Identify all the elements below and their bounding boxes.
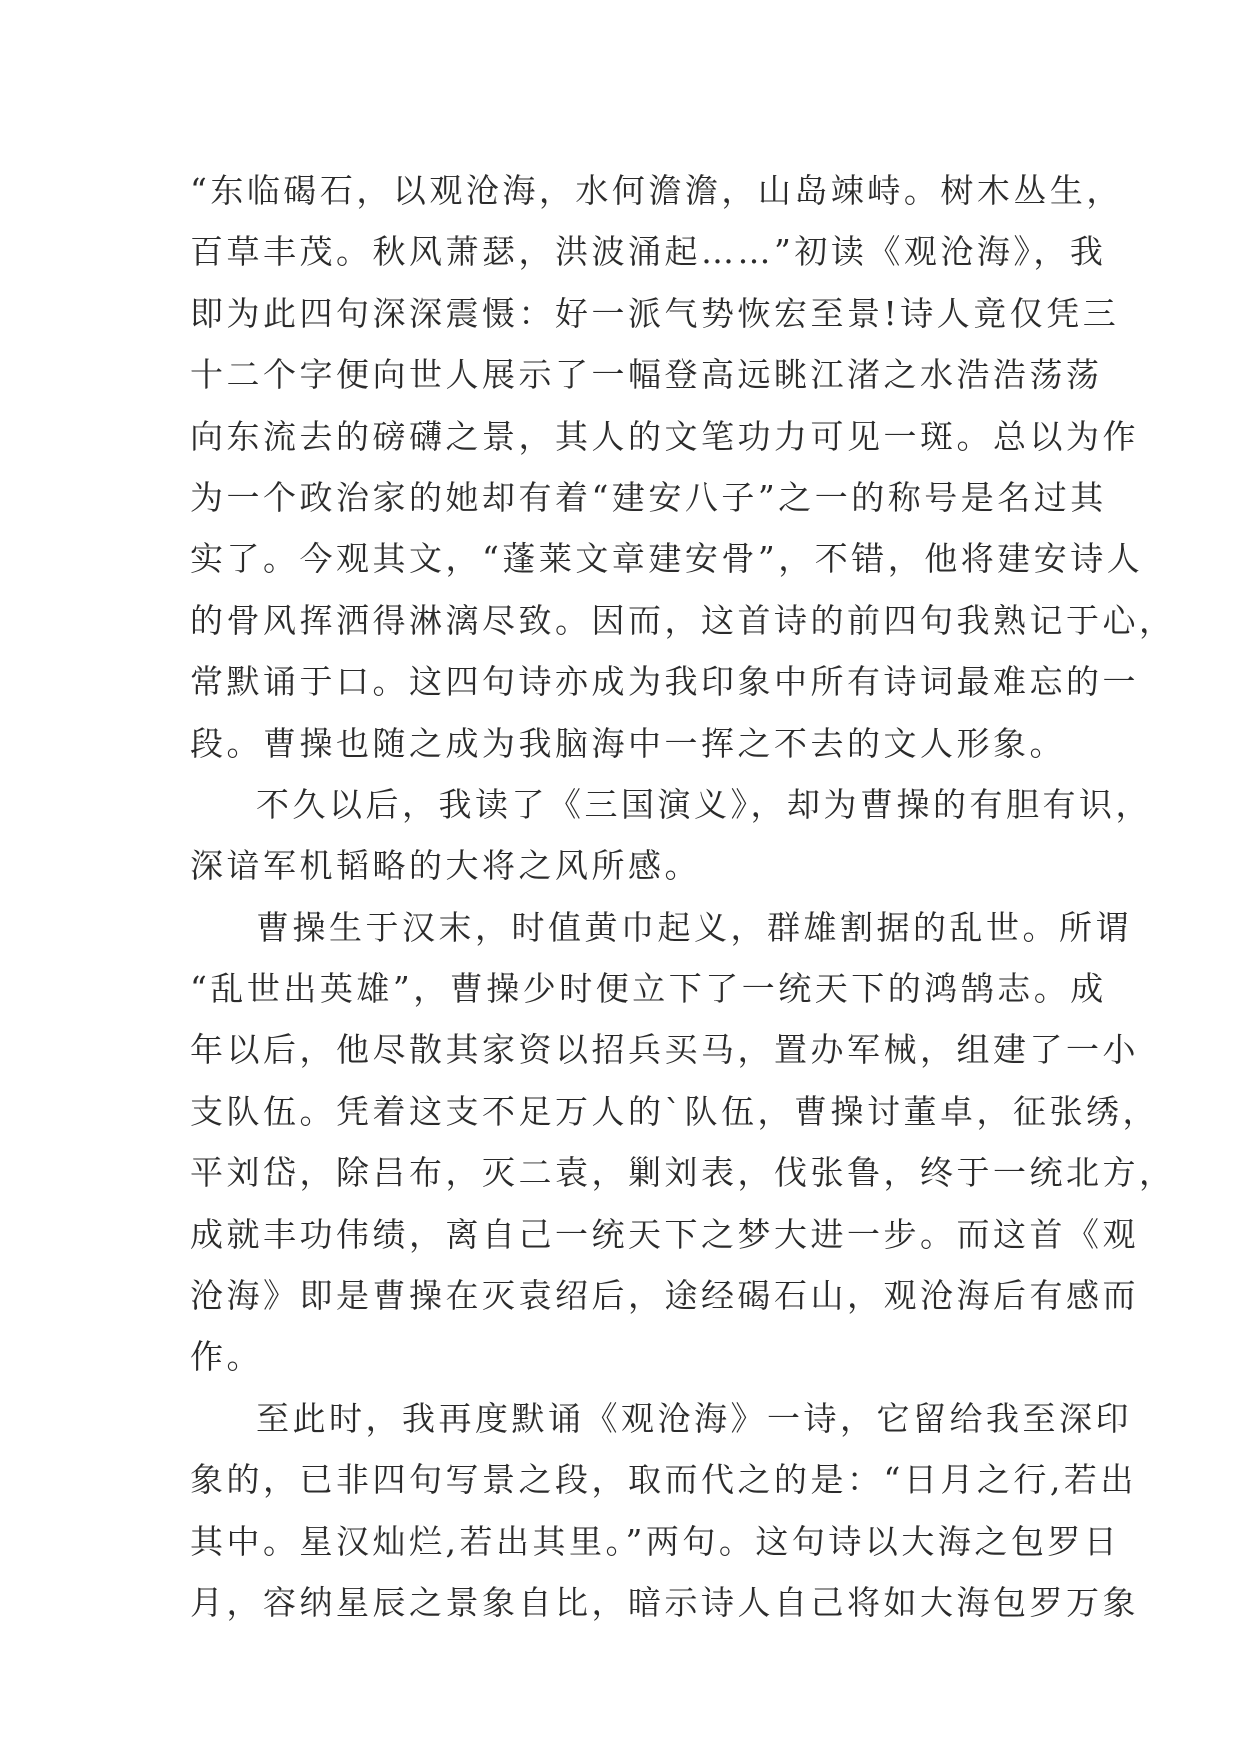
text-line: 即为此四句深深震慑：好一派气势恢宏至景!诗人竟仅凭三 <box>190 293 1120 333</box>
text-line: 常默诵于口。这四句诗亦成为我印象中所有诗词最难忘的一 <box>190 662 1139 702</box>
text-line: “东临碣石，以观沧海，水何澹澹，山岛竦峙。树木丛生， <box>190 171 1123 210</box>
paragraph-first-line: 不久以后，我读了《三国演义》，却为曹操的有胆有识， <box>256 784 1152 824</box>
text-line: 为一个政治家的她却有着“建安八子”之一的称号是名过其 <box>190 477 1107 517</box>
text-line: 年以后，他尽散其家资以招兵买马，置办军械，组建了一小 <box>190 1030 1139 1070</box>
text-line: 十二个字便向世人展示了一幅登高远眺江渚之水浩浩荡荡 <box>190 355 1103 395</box>
paragraph-first-line: 至此时，我再度默诵《观沧海》一诗，它留给我至深印 <box>256 1398 1132 1438</box>
text-line: 作。 <box>190 1337 263 1377</box>
text-line: 实了。今观其文，“蓬莱文章建安骨”，不错，他将建安诗人 <box>190 539 1144 579</box>
text-line: 沧海》即是曹操在灭袁绍后，途经碣石山，观沧海后有感而 <box>190 1276 1139 1316</box>
text-line: 平刘岱，除吕布，灭二袁，剿刘表，伐张鲁，终于一统北方， <box>190 1153 1176 1193</box>
essay-body <box>190 160 1176 1633</box>
text-line: 向东流去的磅礴之景，其人的文笔功力可见一斑。总以为作 <box>190 416 1139 456</box>
text-line: 的骨风挥洒得淋漓尽致。因而，这首诗的前四句我熟记于心， <box>190 600 1176 640</box>
text-line: 成就丰功伟绩，离自己一统天下之梦大进一步。而这首《观 <box>190 1214 1139 1254</box>
text-line: 其中。星汉灿烂,若出其里。”两句。这句诗以大海之包罗日 <box>190 1521 1121 1561</box>
text-line: 支队伍。凭着这支不足万人的`队伍，曹操讨董卓，征张绣， <box>190 1091 1159 1131</box>
text-line: 段。曹操也随之成为我脑海中一挥之不去的文人形象。 <box>190 723 1066 763</box>
text-line: “乱世出英雄”，曹操少时便立下了一统天下的鸿鹄志。成 <box>190 969 1107 1009</box>
paragraph-first-line: 曹操生于汉末，时值黄巾起义，群雄割据的乱世。所谓 <box>256 907 1132 947</box>
text-line: 月，容纳星辰之景象自比，暗示诗人自己将如大海包罗万象 <box>190 1582 1139 1622</box>
text-line: 象的，已非四句写景之段，取而代之的是：“日月之行,若出 <box>190 1460 1137 1500</box>
text-line: 深谙军机韬略的大将之风所感。 <box>190 846 701 886</box>
text-line: 百草丰茂。秋风萧瑟，洪波涌起……”初读《观沧海》，我 <box>190 232 1107 272</box>
